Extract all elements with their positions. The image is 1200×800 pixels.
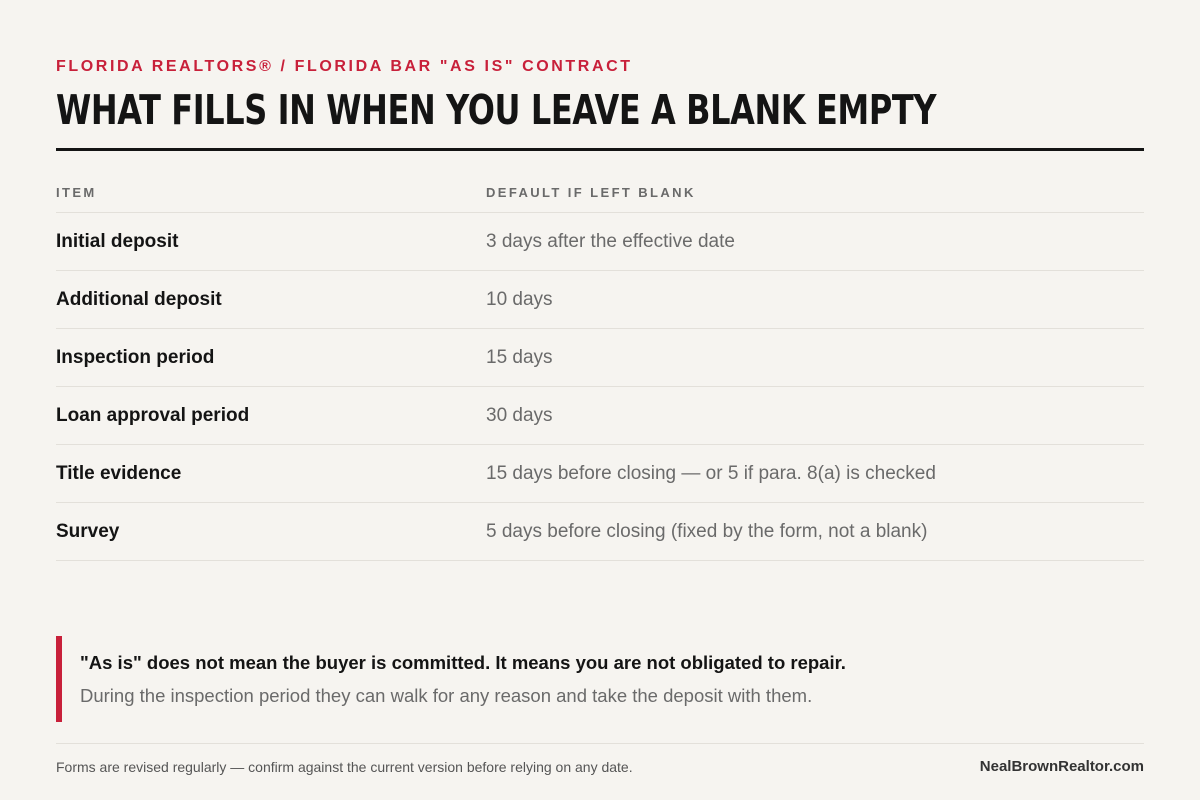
row-item-label: Initial deposit <box>56 230 179 252</box>
footer-site-name: NealBrownRealtor.com <box>979 758 1144 775</box>
title-divider <box>56 148 1144 151</box>
table-row <box>56 213 1144 271</box>
callout-accent-bar <box>56 636 62 722</box>
row-default-value: 30 days <box>486 404 553 426</box>
as-is-callout <box>56 636 1144 722</box>
table-row <box>56 271 1144 329</box>
row-default-value: 15 days <box>486 346 553 368</box>
footer-divider <box>56 743 1144 744</box>
row-default-value: 5 days before closing (fixed by the form, not a blank) <box>486 520 928 542</box>
defaults-table <box>56 172 1144 561</box>
callout-body: During the inspection period they can walk for any reason and take the deposit with them. <box>80 685 813 706</box>
row-item-label: Inspection period <box>56 346 215 368</box>
table-row <box>56 503 1144 561</box>
column-header-item: ITEM <box>56 184 97 200</box>
row-item-label: Additional deposit <box>56 288 222 310</box>
callout-headline: "As is" does not mean the buyer is committed. It means you are not obligated to repair. <box>80 652 846 673</box>
row-default-value: 15 days before closing — or 5 if para. 8(a) is checked <box>486 462 936 484</box>
table-header <box>56 172 1144 213</box>
row-default-value: 3 days after the effective date <box>486 230 735 252</box>
table-row <box>56 329 1144 387</box>
table-row <box>56 387 1144 445</box>
row-item-label: Loan approval period <box>56 404 250 426</box>
column-header-default: DEFAULT IF LEFT BLANK <box>486 184 696 200</box>
row-item-label: Survey <box>56 520 120 542</box>
eyebrow-label: FLORIDA REALTORS® / FLORIDA BAR "AS IS" CONTRACT <box>56 58 633 75</box>
row-item-label: Title evidence <box>56 462 182 484</box>
footer-disclaimer: Forms are revised regularly — confirm against the current version before relying on any date. <box>56 759 633 775</box>
row-default-value: 10 days <box>486 288 553 310</box>
table-row <box>56 445 1144 503</box>
page-title: WHAT FILLS IN WHEN YOU LEAVE A BLANK EMPTY <box>56 86 937 134</box>
